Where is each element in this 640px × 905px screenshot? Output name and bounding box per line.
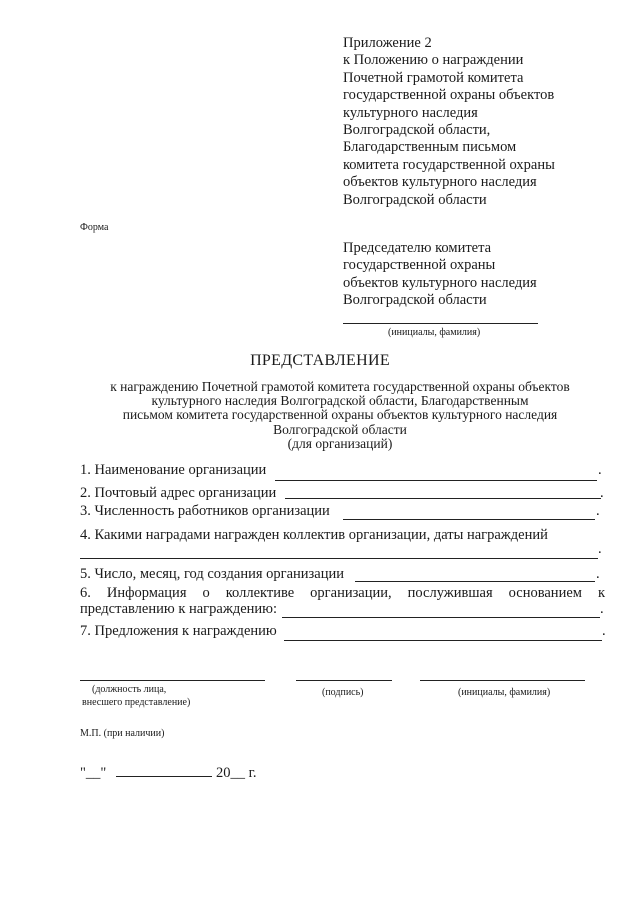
field-collective-info-label: 6. Информация о коллективе организации, послужившая основанием к xyxy=(80,585,605,601)
position-caption-cont: внесшего представление) xyxy=(82,697,191,708)
field-awards-label: 4. Какими наградами награжден коллектив организации, даты награждений xyxy=(80,527,548,543)
stamp-label: М.П. (при наличии) xyxy=(80,728,165,739)
period: . xyxy=(600,485,604,501)
subtitle-line: письмом комитета государственной охраны объектов культурного наследия xyxy=(122,407,558,423)
field-postal-address-line[interactable] xyxy=(285,498,601,499)
annex-line: объектов культурного наследия xyxy=(343,174,537,191)
period: . xyxy=(598,462,602,478)
field-proposals-label: 7. Предложения к награждению xyxy=(80,623,277,639)
recipient-block xyxy=(343,240,537,310)
subtitle-line: (для организаций) xyxy=(287,435,393,451)
date-month-blank[interactable] xyxy=(116,775,212,777)
date-year-suffix: г. xyxy=(244,765,257,781)
field-proposals-line[interactable] xyxy=(284,640,602,641)
period: . xyxy=(600,601,604,617)
date-day-blank[interactable]: __ xyxy=(85,765,101,781)
field-employees-label: 3. Численность работников организации xyxy=(80,503,330,519)
date-year-blank[interactable]: __ xyxy=(230,765,245,781)
field-awards-line[interactable] xyxy=(80,558,598,559)
form-label: Форма xyxy=(80,222,109,233)
document-title: ПРЕДСТАВЛЕНИЕ xyxy=(250,352,390,369)
date-row xyxy=(80,765,257,782)
annex-line: государственной охраны объектов xyxy=(343,87,555,104)
date-close-quote: " xyxy=(100,765,107,781)
document-subtitle xyxy=(70,380,610,451)
period: . xyxy=(598,541,602,557)
date-open-quote: " xyxy=(80,765,86,781)
subtitle-line: Волгоградской области xyxy=(273,421,407,437)
signature-line[interactable] xyxy=(296,680,392,681)
recipient-line: Председателю комитета xyxy=(343,240,492,256)
field-founded-line[interactable] xyxy=(355,581,595,582)
field-org-name-line[interactable] xyxy=(275,480,597,481)
name-caption: (инициалы, фамилия) xyxy=(458,687,551,698)
annex-header xyxy=(343,35,555,209)
field-collective-info-label-cont: представлению к награждению: xyxy=(80,601,278,617)
name-signature-line[interactable] xyxy=(420,680,585,681)
annex-line: к Положению о награждении xyxy=(343,52,524,69)
recipient-name-line[interactable] xyxy=(343,323,538,324)
field-org-name-label: 1. Наименование организации xyxy=(80,462,267,478)
period: . xyxy=(596,503,600,519)
annex-line: Волгоградской области xyxy=(343,191,487,208)
field-collective-info-line[interactable] xyxy=(282,617,600,618)
annex-line: Приложение 2 xyxy=(343,35,432,51)
annex-line: культурного наследия xyxy=(343,104,478,121)
period: . xyxy=(602,623,606,639)
position-signature-line[interactable] xyxy=(80,680,265,681)
annex-line: Благодарственным письмом xyxy=(343,139,517,156)
signature-caption: (подпись) xyxy=(322,687,364,698)
field-postal-address-label: 2. Почтовый адрес организации xyxy=(80,485,277,501)
period: . xyxy=(596,566,600,582)
field-employees-line[interactable] xyxy=(343,519,595,520)
recipient-line: Волгоградской области xyxy=(343,292,487,309)
recipient-line: государственной охраны xyxy=(343,257,496,274)
subtitle-line: к награждению Почетной грамотой комитета государственной охраны объектов xyxy=(110,379,570,394)
recipient-name-caption: (инициалы, фамилия) xyxy=(388,327,481,338)
annex-line: Волгоградской области, xyxy=(343,122,491,139)
field-founded-label: 5. Число, месяц, год создания организации xyxy=(80,566,344,582)
subtitle-line: культурного наследия Волгоградской области, Благодарственным xyxy=(151,393,529,409)
annex-line: Почетной грамотой комитета xyxy=(343,69,524,86)
date-year-prefix: 20 xyxy=(215,765,231,781)
position-caption: (должность лица, xyxy=(92,684,167,695)
recipient-line: объектов культурного наследия xyxy=(343,274,537,291)
annex-line: комитета государственной охраны xyxy=(343,156,555,173)
